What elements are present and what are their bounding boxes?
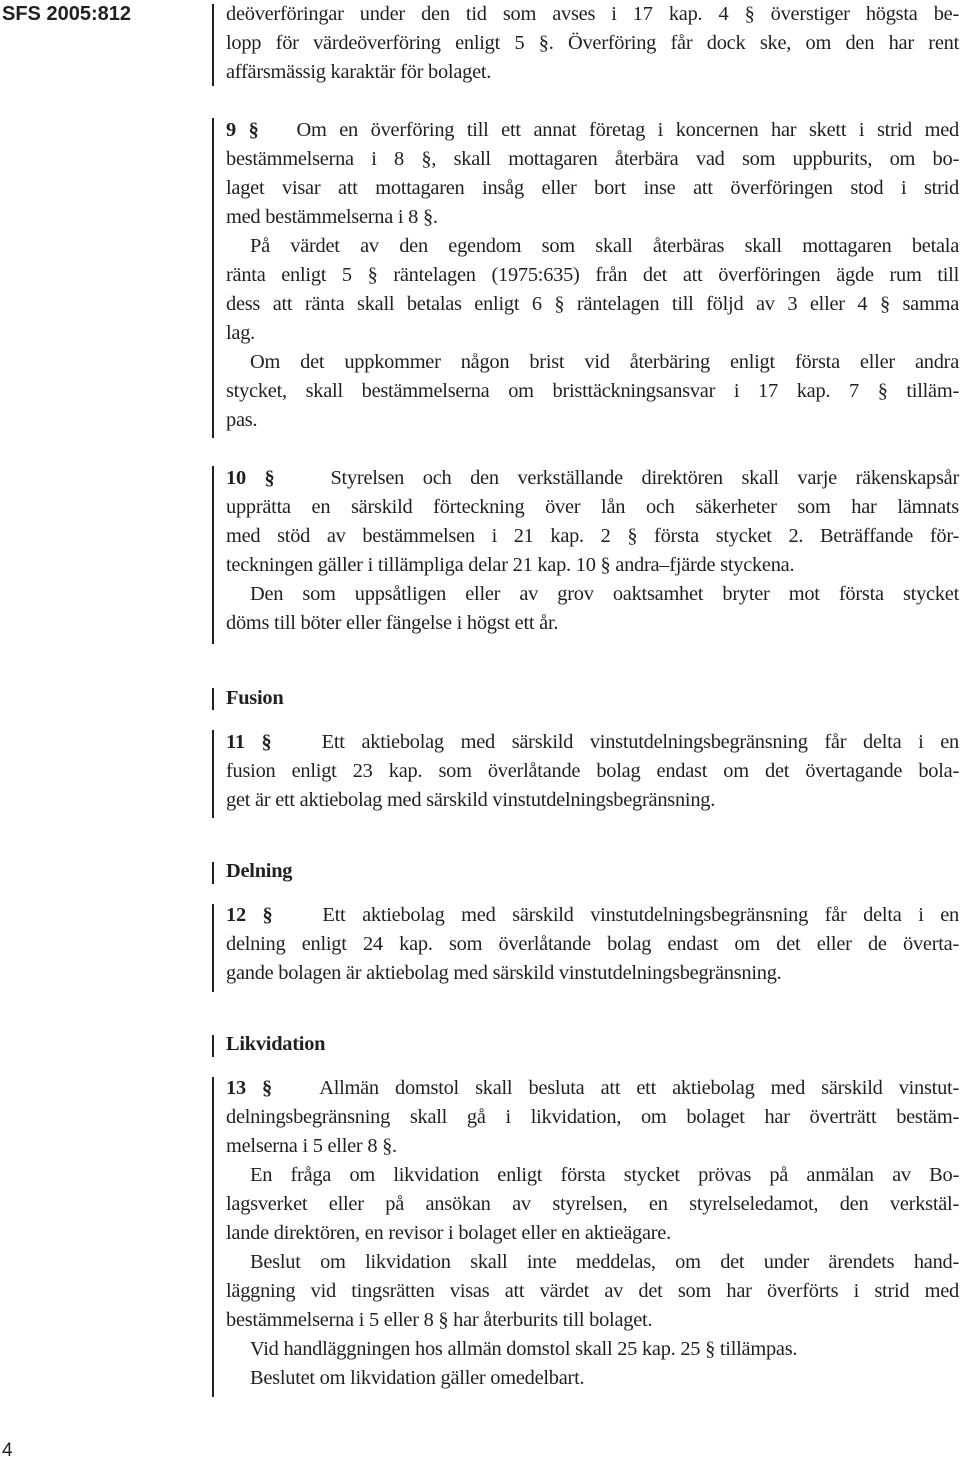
text-line: lagsverket eller på ansökan av styrelsen, en styrelseledamot, den verkstäl- — [226, 1193, 959, 1215]
change-bar-delning-heading — [212, 862, 214, 884]
text-line: med stöd av bestämmelsen i 21 kap. 2 § första stycket 2. Beträffande för- — [226, 525, 959, 547]
change-bar-likvidation-heading — [212, 1035, 214, 1057]
change-bar-fusion-heading — [212, 688, 214, 710]
text-line: deöverföringar under den tid som avses i 17 kap. 4 § överstiger högsta be- — [226, 3, 959, 25]
text-line: En fråga om likvidation enligt första stycket prövas på anmälan av Bo- — [250, 1164, 959, 1186]
section-9 — [226, 116, 959, 435]
text-line: bestämmelserna i 5 eller 8 § har återburits till bolaget. — [226, 1309, 653, 1331]
text-line: teckningen gäller i tillämpliga delar 21 kap. 10 § andra–fjärde styckena. — [226, 554, 795, 576]
text-line: Beslut om likvidation skall inte meddelas, om det under ärendets hand- — [250, 1251, 959, 1273]
text-line: lag. — [226, 322, 256, 344]
text-line: upprätta en särskild förteckning över lån och säkerheter som har lämnats — [226, 496, 959, 518]
section-text: Ett aktiebolag med särskild vinstutdelningsbegränsning får delta i en — [321, 731, 960, 753]
text-line: get är ett aktiebolag med särskild vinstutdelningsbegränsning. — [226, 789, 716, 811]
text-line: gande bolagen är aktiebolag med särskild vinstutdelningsbegränsning. — [226, 962, 782, 984]
text-line — [226, 116, 959, 145]
page-number: 4 — [2, 1440, 13, 1461]
change-bar-section-12 — [212, 904, 214, 992]
section-text: Om en överföring till ett annat företag i koncernen har skett i strid med — [296, 119, 959, 141]
intro-paragraph — [226, 0, 959, 87]
heading-fusion: Fusion — [226, 687, 284, 709]
text-line — [226, 464, 959, 493]
text-line: läggning vid tingsrätten visas att värdet av det som har överförts i strid med — [226, 1280, 959, 1302]
section-text: Allmän domstol skall besluta att ett aktiebolag med särskild vinstut- — [319, 1077, 960, 1099]
heading-likvidation: Likvidation — [226, 1033, 326, 1055]
text-line: delning enligt 24 kap. som överlåtande bolag endast om det eller de överta- — [226, 933, 959, 955]
text-line: Den som uppsåtligen eller av grov oaktsamhet bryter mot första stycket — [250, 583, 959, 605]
text-line: lopp för värdeöverföring enligt 5 §. Överföring får dock ske, om den har rent — [226, 32, 959, 54]
text-line: På värdet av den egendom som skall återbäras skall mottagaren betala — [250, 235, 959, 257]
text-line: med bestämmelserna i 8 §. — [226, 206, 438, 228]
section-12 — [226, 901, 959, 988]
section-13 — [226, 1074, 959, 1393]
text-line: ränta enligt 5 § räntelagen (1975:635) från det att överföringen ägde rum till — [226, 264, 959, 286]
section-text: Styrelsen och den verkställande direktören skall varje räkenskapsår — [330, 467, 960, 489]
text-line: stycket, skall bestämmelserna om bristtäckningsansvar i 17 kap. 7 § tilläm- — [226, 380, 959, 402]
section-11 — [226, 728, 959, 815]
text-line: lande direktören, en revisor i bolaget eller en aktieägare. — [226, 1222, 671, 1244]
text-line: dess att ränta skall betalas enligt 6 § räntelagen till följd av 3 eller 4 § samma — [226, 293, 959, 315]
text-line: pas. — [226, 409, 258, 431]
section-number: 10 § — [226, 467, 275, 489]
text-line: Om det uppkommer någon brist vid återbäring enligt första eller andra — [250, 351, 959, 373]
text-line — [226, 1074, 959, 1103]
text-line: döms till böter eller fängelse i högst ett år. — [226, 612, 559, 634]
text-line: delningsbegränsning skall gå i likvidation, om bolaget har överträtt bestäm- — [226, 1106, 959, 1128]
change-bar-section-11 — [212, 730, 214, 818]
heading-delning: Delning — [226, 860, 293, 882]
change-bar-section-9 — [212, 118, 214, 438]
text-line: laget visar att mottagaren insåg eller bort inse att överföringen stod i strid — [226, 177, 959, 199]
change-bar-intro — [212, 4, 214, 86]
text-line: Beslutet om likvidation gäller omedelbart. — [250, 1367, 585, 1389]
section-number: 12 § — [226, 904, 273, 926]
change-bar-section-13 — [212, 1077, 214, 1397]
sfs-number: SFS 2005:812 — [2, 3, 131, 25]
text-line: fusion enligt 23 kap. som överlåtande bolag endast om det övertagande bola- — [226, 760, 959, 782]
change-bar-section-10 — [212, 466, 214, 644]
text-line: melserna i 5 eller 8 §. — [226, 1135, 397, 1157]
text-line: Vid handläggningen hos allmän domstol skall 25 kap. 25 § tillämpas. — [250, 1338, 798, 1360]
section-10 — [226, 464, 959, 638]
section-number: 13 § — [226, 1077, 272, 1099]
section-number: 11 § — [226, 731, 272, 753]
text-line: affärsmässig karaktär för bolaget. — [226, 61, 492, 83]
section-text: Ett aktiebolag med särskild vinstutdelningsbegränsning får delta i en — [322, 904, 960, 926]
text-line — [226, 901, 959, 930]
text-line: bestämmelserna i 8 §, skall mottagaren återbära vad som uppburits, om bo- — [226, 148, 959, 170]
section-number: 9 § — [226, 119, 259, 141]
text-line — [226, 728, 959, 757]
